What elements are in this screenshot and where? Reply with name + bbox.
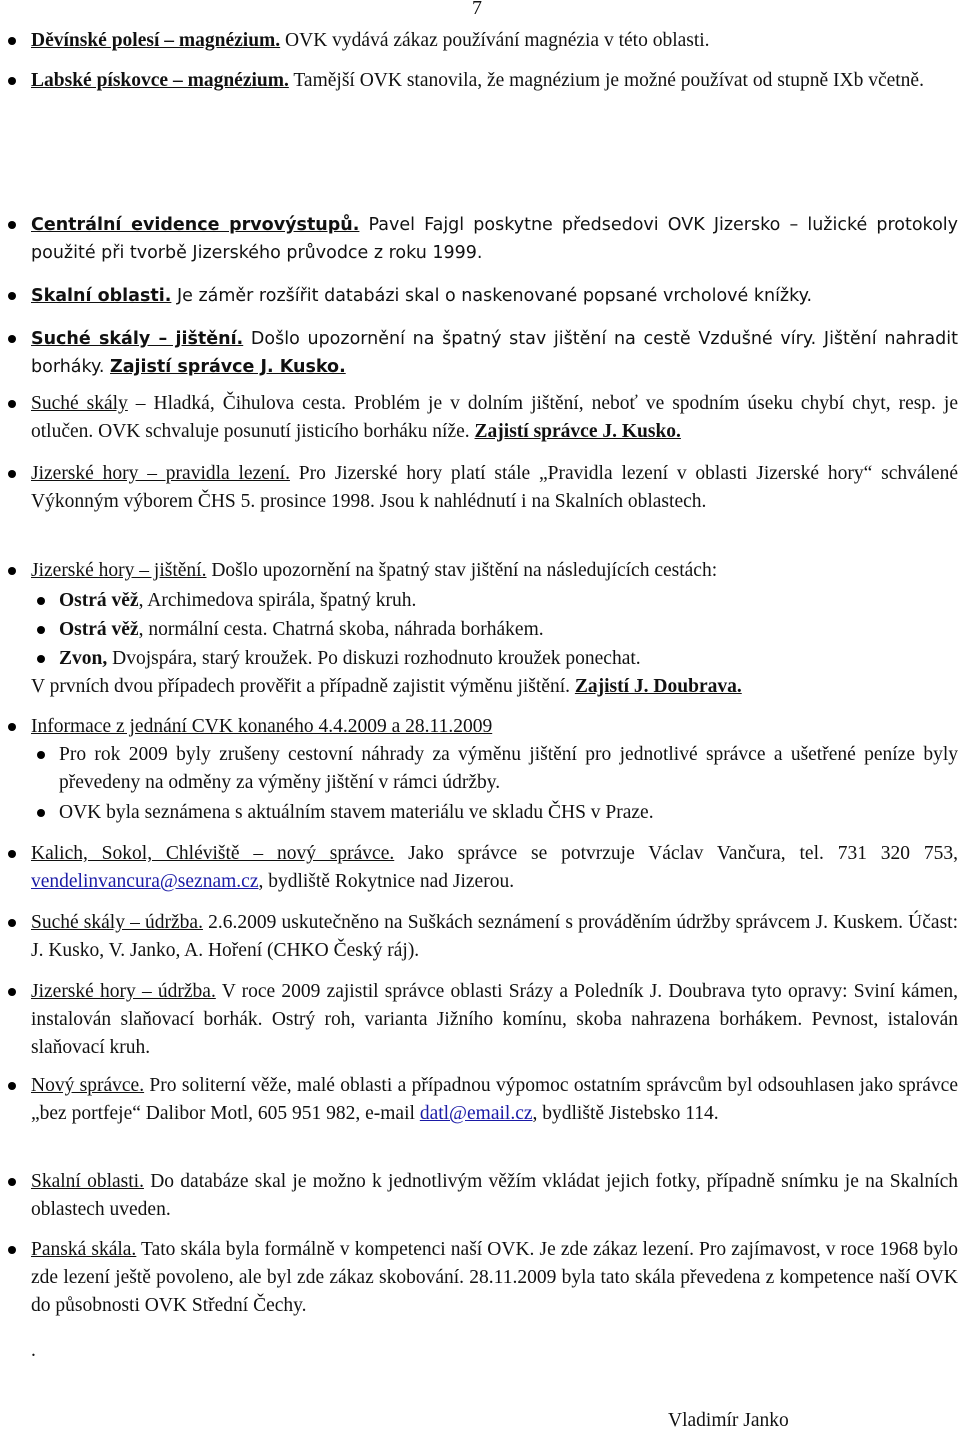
item-body: – Hladká, Čihulova cesta. Problém je v dolním jištění, neboť ve spodním úseku chybí chyt, resp. je otlučen. OVK schvaluje posunutí jisticího borháku níže. <box>31 393 958 442</box>
item-heading: Jizerské hory – pravidla lezení. <box>31 463 290 484</box>
bullet-icon <box>37 626 45 634</box>
item-body: , bydliště Rokytnice nad Jizerou. <box>258 871 515 892</box>
item-text <box>31 1072 958 1128</box>
list-item <box>0 1236 960 1320</box>
bullet-icon <box>8 335 16 343</box>
item-text <box>31 557 958 585</box>
bullet-icon <box>8 919 16 927</box>
item-text <box>31 673 958 701</box>
item-heading: Labské pískovce – magnézium. <box>31 70 289 91</box>
bullet-icon <box>8 988 16 996</box>
item-heading: Skalní oblasti. <box>31 1171 144 1192</box>
item-body: , Archimedova spirála, špatný kruh. <box>138 590 417 611</box>
bullet-icon <box>37 655 45 663</box>
item-text <box>31 840 958 896</box>
bullet-icon <box>8 1178 16 1186</box>
item-body: Pro soliterní věže, malé oblasti a případnou výpomoc ostatním správcům byl odsouhlasen jako správce „bez portfeje“ Dalibor Motl, 605 951 982, e-mail <box>31 1075 958 1124</box>
item-text <box>59 645 958 673</box>
sub-list-item <box>31 587 960 615</box>
page-number: 7 <box>472 0 482 19</box>
item-body: OVK vydává zákaz používání magnézia v této oblasti. <box>280 30 710 51</box>
item-heading: Zvon, <box>59 648 108 669</box>
bullet-icon <box>8 1082 16 1090</box>
item-body: Došlo upozornění na špatný stav jištění na následujících cestách: <box>206 560 718 581</box>
item-heading: Nový správce. <box>31 1075 145 1096</box>
email-link[interactable]: datl@email.cz <box>419 1103 533 1124</box>
signature: Vladimír Janko <box>668 1410 789 1431</box>
item-text <box>31 211 958 267</box>
item-text <box>31 390 958 446</box>
bullet-icon <box>8 37 16 45</box>
item-note: Zajistí správce J. Kusko. <box>474 421 681 442</box>
bullet-icon <box>8 470 16 478</box>
item-body: Pavel Fajgl poskytne předsedovi OVK Jizersko – lužické protokoly použité při tvorbě Jizerského průvodce z roku 1999. <box>31 215 958 263</box>
list-item <box>0 27 960 55</box>
list-item <box>0 1168 960 1224</box>
item-text <box>31 27 958 55</box>
trailing-dot: . <box>31 1340 36 1361</box>
item-heading: Suché skály – jištění. <box>31 329 244 349</box>
bullet-icon <box>8 567 16 575</box>
item-heading: Suché skály <box>31 393 128 414</box>
sub-list-item <box>31 616 960 644</box>
list-item <box>0 390 960 446</box>
item-heading: Informace z jednání CVK konaného 4.4.2009 a 28.11.2009 <box>31 716 493 737</box>
item-heading: Kalich, Sokol, Chléviště – nový správce. <box>31 843 395 864</box>
bullet-icon <box>37 809 45 817</box>
item-body: , normální cesta. Chatrná skoba, náhrada borhákem. <box>138 619 544 640</box>
item-heading: Centrální evidence prvovýstupů. <box>31 215 360 235</box>
item-body: Je záměr rozšířit databázi skal o naskenované popsané vrcholové knížky. <box>171 286 813 306</box>
item-body: Dvojspára, starý kroužek. Po diskuzi rozhodnuto kroužek ponechat. <box>107 648 641 669</box>
item-body: Došlo upozornění na špatný stav jištění na cestě Vzdušné víry. Jištění nahradit borháky. <box>31 329 958 377</box>
item-body: V prvních dvou případech prověřit a případně zajistit výměnu jištění. <box>31 676 575 697</box>
item-heading: Skalní oblasti. <box>31 286 172 306</box>
item-heading: Děvínské polesí – magnézium. <box>31 30 281 51</box>
item-body: , bydliště Jistebsko 114. <box>532 1103 719 1124</box>
item-text: OVK byla seznámena s aktuálním stavem materiálu ve skladu ČHS v Praze. <box>59 802 654 823</box>
list-item <box>0 460 960 516</box>
list-item <box>0 557 960 585</box>
item-text: Pro rok 2009 byly zrušeny cestovní náhrady za výměnu jištění pro jednotlivé správce a ušetřené peníze byly převedeny na odměny za výměny jištění v rámci údržby. <box>59 744 958 793</box>
item-text <box>59 616 958 644</box>
item-heading: Ostrá věž <box>59 590 139 611</box>
email-link[interactable]: vendelinvancura@seznam.cz <box>31 871 259 892</box>
bullet-icon <box>8 292 16 300</box>
list-item-continuation <box>0 673 960 701</box>
bullet-icon <box>37 751 45 759</box>
list-item <box>0 909 960 965</box>
list-item <box>0 978 960 1062</box>
bullet-icon <box>8 850 16 858</box>
bullet-icon <box>8 1246 16 1254</box>
item-body: Tamější OVK stanovila, že magnézium je možné používat od stupně IXb včetně. <box>288 70 924 91</box>
item-note: Zajistí J. Doubrava. <box>574 676 742 697</box>
item-text <box>31 713 958 741</box>
list-item <box>0 325 960 381</box>
item-heading: Ostrá věž <box>59 619 139 640</box>
list-item <box>0 840 960 896</box>
list-item <box>0 1072 960 1128</box>
item-body: 2.6.2009 uskutečněno na Suškách seznámení s prováděním údržby správcem J. Kuskem. Účast: J. Kusko, V. Janko, A. Hoření (CHKO Český ráj). <box>31 912 958 961</box>
item-heading: Jizerské hory – jištění. <box>31 560 207 581</box>
item-text <box>31 282 958 310</box>
list-item <box>0 282 960 310</box>
item-text <box>31 67 958 95</box>
item-body: V roce 2009 zajistil správce oblasti Srázy a Poledník J. Doubrava tyto opravy: Sviní kámen, instalován slaňovací borhák. Ostrý roh, varianta Jižního komínu, skoba nahrazena borhákem. Pevnost, istalován slaňovací kruh. <box>31 981 959 1058</box>
item-body: Jako správce se potvrzuje Václav Vančura, tel. 731 320 753, <box>394 843 958 864</box>
item-text <box>59 587 958 615</box>
item-note: Zajistí správce J. Kusko. <box>110 357 346 377</box>
sub-list-item <box>31 645 960 673</box>
list-item <box>0 211 960 267</box>
sub-list-item <box>31 799 960 827</box>
item-text <box>31 1236 958 1320</box>
item-heading: Panská skála. <box>31 1239 137 1260</box>
bullet-icon <box>8 221 16 229</box>
item-heading: Jizerské hory – údržba. <box>31 981 216 1002</box>
bullet-icon <box>37 597 45 605</box>
list-item <box>0 713 960 741</box>
item-body: Tato skála byla formálně v kompetenci naší OVK. Je zde zákaz lezení. Pro zajímavost, v roce 1968 bylo zde lezení ještě povoleno, ale byl zde zákaz skobování. 28.11.2009 byla tato skála převedena z kompetence naší OVK do působnosti OVK Střední Čechy. <box>31 1239 958 1316</box>
item-text <box>31 325 958 381</box>
item-text <box>31 909 958 965</box>
item-body: Pro Jizerské hory platí stále „Pravidla lezení v oblasti Jizerské hory“ schválené Výkonným výborem ČHS 5. prosince 1998. Jsou k nahlédnutí i na Skalních oblastech. <box>31 463 958 512</box>
list-item <box>0 67 960 95</box>
item-heading: Suché skály – údržba. <box>31 912 203 933</box>
item-body: Do databáze skal je možno k jednotlivým věžím vkládat jejich fotky, případně snímku je na Skalních oblastech uveden. <box>31 1171 958 1220</box>
bullet-icon <box>8 723 16 731</box>
sub-list-item <box>31 741 960 797</box>
item-text <box>31 978 958 1062</box>
item-text <box>31 460 958 516</box>
bullet-icon <box>8 400 16 408</box>
bullet-icon <box>8 77 16 85</box>
item-text <box>31 1168 958 1224</box>
